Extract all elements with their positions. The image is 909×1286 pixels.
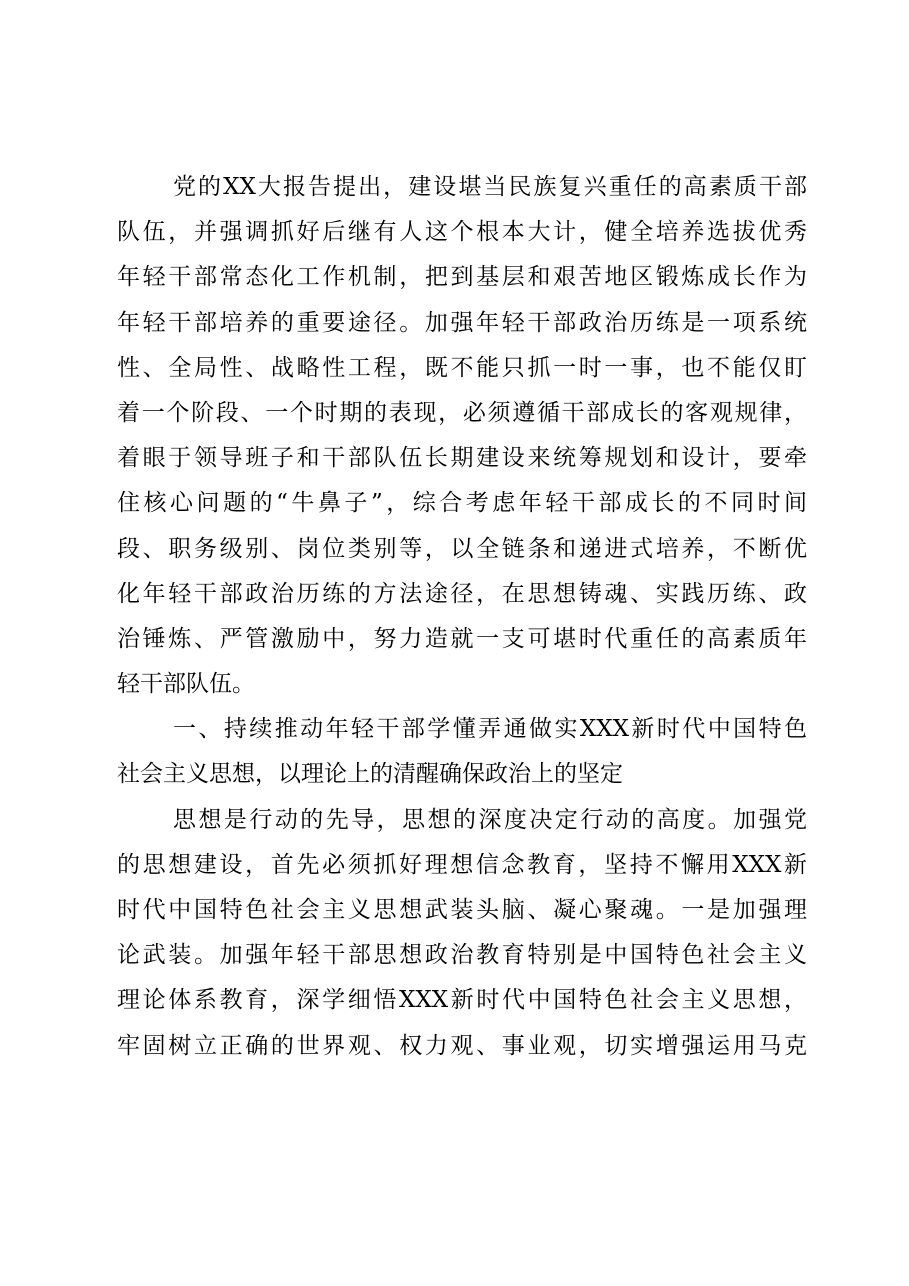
paragraph-body-1 <box>117 798 807 1069</box>
text-line: 段、职务级别、岗位类别等，以全链条和递进式培养，不断优 <box>117 535 807 562</box>
text-line: 年轻干部培养的重要途径。加强年轻干部政治历练是一项系统 <box>117 309 807 336</box>
text-line: 思想是行动的先导，思想的深度决定行动的高度。加强党 <box>173 806 807 833</box>
text-line: 队伍，并强调抓好后继有人这个根本大计，健全培养选拔优秀 <box>117 219 807 246</box>
text-line: 年轻干部常态化工作机制，把到基层和艰苦地区锻炼成长作为 <box>117 264 807 291</box>
heading-line: 一、持续推动年轻干部学懂弄通做实XXX新时代中国特色 <box>173 716 807 743</box>
heading-line: 社会主义思想，以理论上的清醒确保政治上的坚定 <box>117 761 623 788</box>
text-line: 化年轻干部政治历练的方法途径，在思想铸魂、实践历练、政 <box>117 580 807 607</box>
text-line: 党的XX大报告提出，建设堪当民族复兴重任的高素质干部 <box>173 174 807 200</box>
text-line: 性、全局性、战略性工程，既不能只抓一时一事，也不能仅盯 <box>117 354 807 381</box>
text-line: 着一个阶段、一个时期的表现，必须遵循干部成长的客观规律， <box>117 399 807 426</box>
text-line: 时代中国特色社会主义思想武装头脑、凝心聚魂。一是加强理 <box>117 897 807 923</box>
text-line: 的思想建设，首先必须抓好理想信念教育，坚持不懈用XXX新 <box>117 851 807 878</box>
text-line: 牢固树立正确的世界观、权力观、事业观，切实增强运用马克 <box>117 1032 807 1059</box>
text-line: 着眼于领导班子和干部队伍长期建设来统筹规划和设计，要牵 <box>117 445 807 472</box>
text-line: 论武装。加强年轻干部思想政治教育特别是中国特色社会主义 <box>117 942 807 969</box>
section-heading-1 <box>117 707 807 797</box>
text-line: 轻干部队伍。 <box>117 671 255 698</box>
text-line: 理论体系教育，深学细悟XXX新时代中国特色社会主义思想， <box>117 987 807 1014</box>
text-line: 治锤炼、严管激励中，努力造就一支可堪时代重任的高素质年 <box>117 625 807 652</box>
paragraph-intro <box>117 165 807 707</box>
text-line: 住核心问题的“牛鼻子”，综合考虑年轻干部成长的不同时间 <box>117 490 807 517</box>
document-body <box>117 165 807 1069</box>
